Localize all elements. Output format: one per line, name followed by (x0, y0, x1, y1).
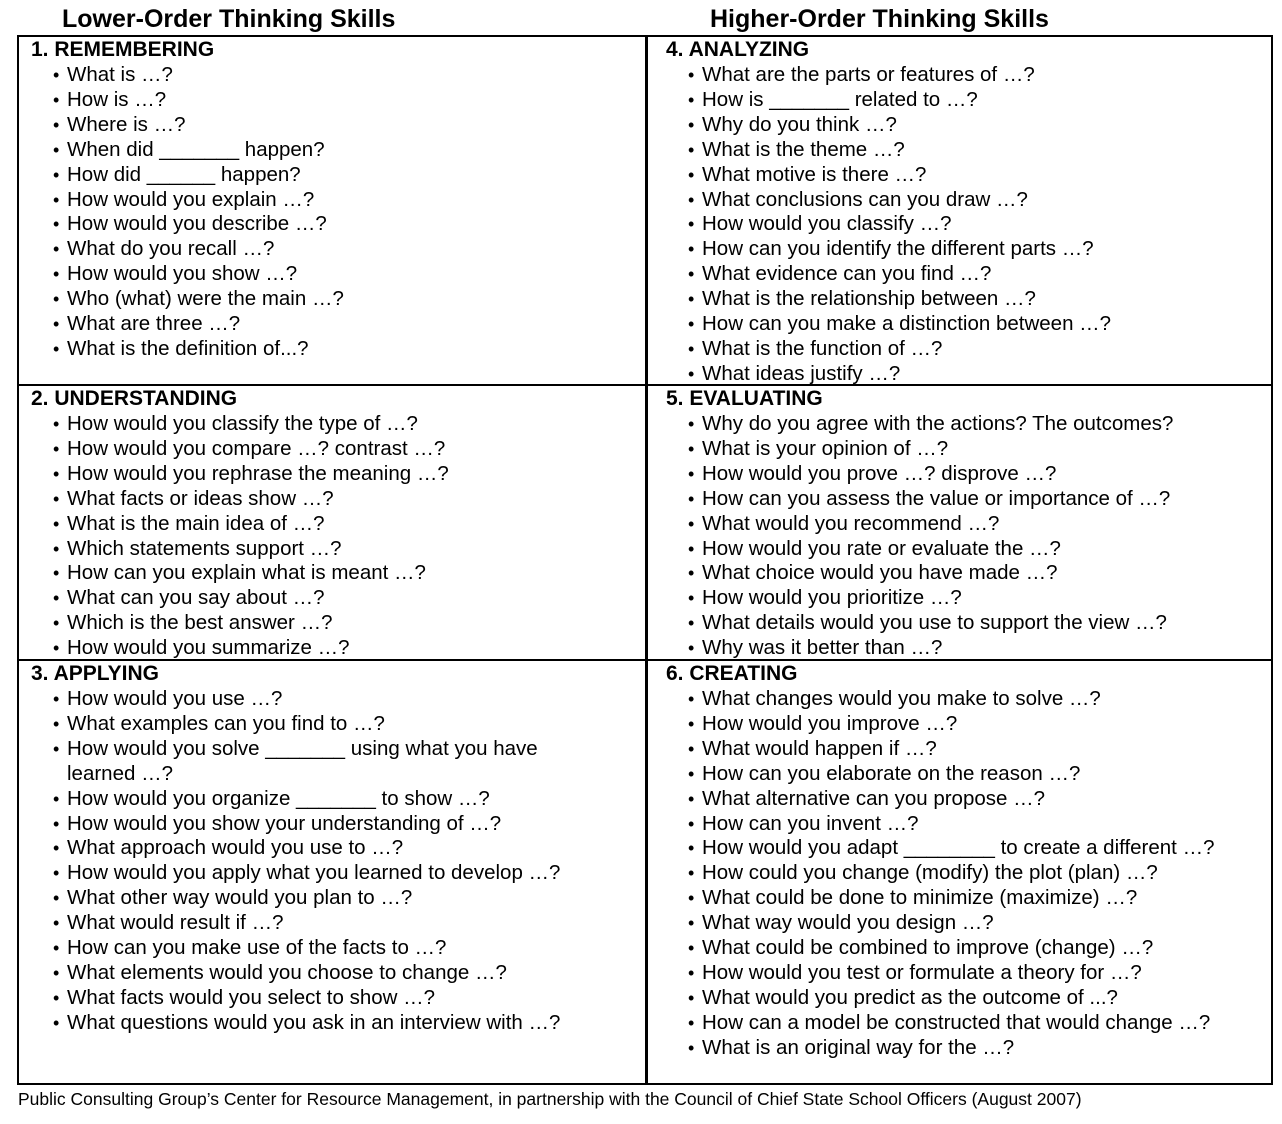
question-item: • How would you organize _______ to show …? (53, 787, 645, 812)
question-item: • What choice would you have made …? (688, 561, 1269, 586)
question-item: • What conclusions can you draw …? (688, 188, 1269, 213)
question-item: • What are the parts or features of …? (688, 63, 1269, 88)
question-item: • How did ______ happen? (53, 163, 645, 188)
question-item: • How would you rate or evaluate the …? (688, 537, 1269, 562)
question-item: • What is the definition of...? (53, 337, 645, 362)
question-item: • What would you predict as the outcome of ...? (688, 986, 1269, 1011)
question-item: • What facts would you select to show …? (53, 986, 645, 1011)
question-item: • Which statements support …? (53, 537, 645, 562)
question-item: • What approach would you use to …? (53, 836, 645, 861)
question-list (654, 63, 1269, 387)
question-list (19, 63, 645, 362)
question-item: • Why was it better than …? (688, 636, 1269, 661)
question-item: • Why do you think …? (688, 113, 1269, 138)
question-item: • How can you elaborate on the reason …? (688, 762, 1269, 787)
source-credit: Public Consulting Group’s Center for Resource Management, in partnership with the Council of Chief State School Officers (August 2007) (18, 1089, 1082, 1109)
question-item: • How is …? (53, 88, 645, 113)
question-item: • How can you invent …? (688, 812, 1269, 837)
question-item: • How would you show …? (53, 262, 645, 287)
question-item: • Where is …? (53, 113, 645, 138)
question-item: • What is the relationship between …? (688, 287, 1269, 312)
question-item: • What is your opinion of …? (688, 437, 1269, 462)
question-item: • When did _______ happen? (53, 138, 645, 163)
cell-title: 3. APPLYING (31, 662, 159, 685)
question-item: • How would you classify the type of …? (53, 412, 645, 437)
cell-creating (654, 661, 1269, 1081)
cell-analyzing (654, 37, 1269, 384)
question-item: • What is the main idea of …? (53, 512, 645, 537)
question-item: • How can a model be constructed that would change …? (688, 1011, 1269, 1036)
question-item: • What alternative can you propose …? (688, 787, 1269, 812)
question-item: • How would you rephrase the meaning …? (53, 462, 645, 487)
cell-title: 2. UNDERSTANDING (31, 387, 238, 410)
question-item: • How can you make use of the facts to …? (53, 936, 645, 961)
question-item: • How would you compare …? contrast …? (53, 437, 645, 462)
question-item: • What other way would you plan to …? (53, 886, 645, 911)
question-item: • What could be done to minimize (maximize) …? (688, 886, 1269, 911)
question-item: • What is …? (53, 63, 645, 88)
question-item: • What facts or ideas show …? (53, 487, 645, 512)
question-item: • What ideas justify …? (688, 362, 1269, 387)
question-item: • How would you improve …? (688, 712, 1269, 737)
cell-title: 5. EVALUATING (666, 387, 823, 410)
question-item: • How would you describe …? (53, 212, 645, 237)
cell-remembering (19, 37, 645, 384)
question-item: • What do you recall …? (53, 237, 645, 262)
question-item: • How would you test or formulate a theory for …? (688, 961, 1269, 986)
question-item: • What are three …? (53, 312, 645, 337)
question-item: • What is the function of …? (688, 337, 1269, 362)
column-divider (645, 37, 648, 1083)
question-item: • How would you classify …? (688, 212, 1269, 237)
cell-evaluating (654, 386, 1269, 659)
question-list (19, 412, 645, 661)
question-item: • What can you say about …? (53, 586, 645, 611)
question-item: • What evidence can you find …? (688, 262, 1269, 287)
question-item: • How would you prove …? disprove …? (688, 462, 1269, 487)
question-item: • How would you show your understanding of …? (53, 812, 645, 837)
question-item: • How can you explain what is meant …? (53, 561, 645, 586)
question-item: • How would you solve _______ using what you have learned …? (53, 737, 587, 787)
question-list (19, 687, 645, 1036)
question-item: • What is the theme …? (688, 138, 1269, 163)
cell-applying (19, 661, 645, 1081)
question-list (654, 687, 1269, 1061)
question-item: • What motive is there …? (688, 163, 1269, 188)
question-item: • What way would you design …? (688, 911, 1269, 936)
cell-title: 1. REMEMBERING (31, 38, 215, 61)
question-item: • How would you adapt ________ to create a different …? (688, 836, 1269, 861)
question-item: • Why do you agree with the actions? The outcomes? (688, 412, 1269, 437)
question-item: • What would you recommend …? (688, 512, 1269, 537)
question-item: • How would you apply what you learned to develop …? (53, 861, 645, 886)
question-list (654, 412, 1269, 661)
question-item: • What would happen if …? (688, 737, 1269, 762)
question-item: • How would you use …? (53, 687, 645, 712)
question-item: • What questions would you ask in an interview with …? (53, 1011, 645, 1036)
question-item: • How would you prioritize …? (688, 586, 1269, 611)
thinking-skills-grid (17, 35, 1273, 1085)
question-item: • What is an original way for the …? (688, 1036, 1269, 1061)
question-item: • Who (what) were the main …? (53, 287, 645, 312)
question-item: • How could you change (modify) the plot (plan) …? (688, 861, 1269, 886)
question-item: • What would result if …? (53, 911, 645, 936)
question-item: • What examples can you find to …? (53, 712, 645, 737)
question-item: • What elements would you choose to change …? (53, 961, 645, 986)
question-item: • How can you assess the value or importance of …? (688, 487, 1269, 512)
question-item: • How is _______ related to …? (688, 88, 1269, 113)
question-item: • How can you identify the different parts …? (688, 237, 1269, 262)
question-item: • How would you summarize …? (53, 636, 645, 661)
cell-title: 4. ANALYZING (666, 38, 810, 61)
question-item: • How can you make a distinction between …? (688, 312, 1269, 337)
question-item: • How would you explain …? (53, 188, 645, 213)
cell-title: 6. CREATING (666, 662, 798, 685)
lower-order-heading: Lower-Order Thinking Skills (62, 5, 396, 33)
question-item: • Which is the best answer …? (53, 611, 645, 636)
question-item: • What details would you use to support the view …? (688, 611, 1269, 636)
question-item: • What changes would you make to solve …? (688, 687, 1269, 712)
higher-order-heading: Higher-Order Thinking Skills (710, 5, 1049, 33)
question-item: • What could be combined to improve (change) …? (688, 936, 1269, 961)
cell-understanding (19, 386, 645, 659)
